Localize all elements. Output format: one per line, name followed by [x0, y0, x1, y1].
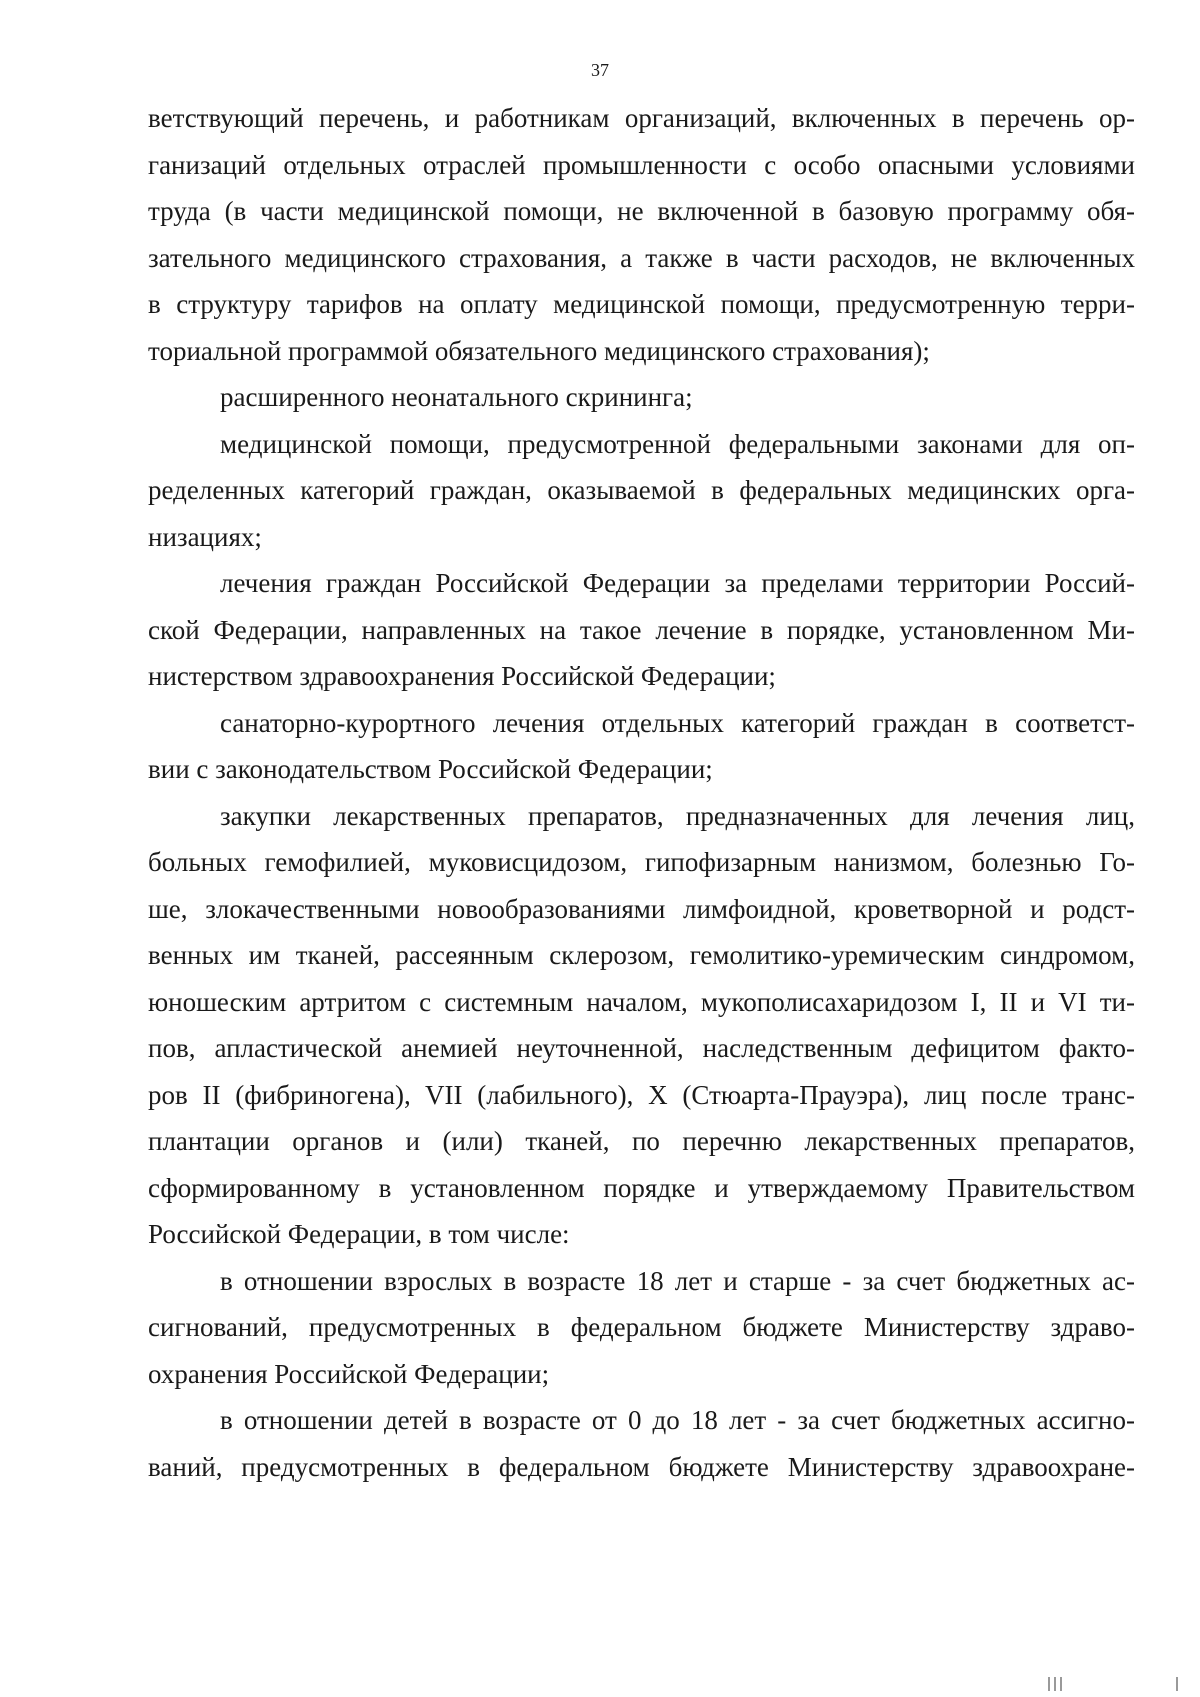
text-line: сигнований, предусмотренных в федеральном бюджете Министерству здраво- [148, 1312, 1135, 1342]
text-line: нистерством здравоохранения Российской Федерации; [148, 661, 776, 691]
text-line: расширенного неонатального скрининга; [220, 382, 693, 412]
document-body [148, 95, 1135, 1490]
text-line: ваний, предусмотренных в федеральном бюджете Министерству здравоохране- [148, 1451, 1135, 1482]
text-line: ториальной программой обязательного медицинского страхования); [148, 335, 930, 366]
text-line: закупки лекарственных препаратов, предназначенных для лечения лиц, [220, 800, 1135, 831]
text-line: пов, апластической анемией неуточненной, наследственным дефицитом факто- [148, 1033, 1135, 1063]
text-line: в отношении взрослых в возрасте 18 лет и старше - за счет бюджетных ас- [220, 1265, 1135, 1296]
text-line: больных гемофилией, муковисцидозом, гипофизарным нанизмом, болезнью Го- [148, 847, 1135, 877]
scan-artifact [1060, 1677, 1062, 1691]
text-line: лечения граждан Российской Федерации за пределами территории Россий- [220, 568, 1135, 598]
text-line: плантации органов и (или) тканей, по перечню лекарственных препаратов, [148, 1126, 1135, 1156]
text-line: ганизаций отдельных отраслей промышленности с особо опасными условиями [148, 149, 1135, 180]
text-line: в структуру тарифов на оплату медицинской помощи, предусмотренную терри- [148, 289, 1135, 319]
scan-artifact [1176, 1677, 1178, 1691]
text-line: охранения Российской Федерации; [148, 1358, 550, 1389]
text-line: венных им тканей, рассеянным склерозом, гемолитико-уремическим синдромом, [148, 940, 1135, 970]
text-line: ской Федерации, направленных на такое лечение в порядке, установленном Ми- [148, 614, 1135, 645]
text-line: Российской Федерации, в том числе: [148, 1219, 570, 1249]
text-line: зательного медицинского страхования, а также в части расходов, не включенных [148, 242, 1135, 273]
text-line: ределенных категорий граждан, оказываемой в федеральных медицинских орга- [148, 475, 1135, 505]
text-line: вии с законодательством Российской Федерации; [148, 754, 713, 784]
scan-artifact [1054, 1677, 1056, 1691]
text-line: низациях; [148, 521, 262, 552]
text-line: санаторно-курортного лечения отдельных категорий граждан в соответст- [220, 707, 1135, 738]
scan-artifact [1048, 1677, 1050, 1691]
text-line: юношеским артритом с системным началом, мукополисахаридозом I, II и VI ти- [148, 986, 1135, 1017]
text-line: ров II (фибриногена), VII (лабильного), X (Стюарта-Прауэра), лиц после транс- [148, 1079, 1135, 1110]
text-line: сформированному в установленном порядке и утверждаемому Правительством [148, 1172, 1135, 1203]
text-line: медицинской помощи, предусмотренной федеральными законами для оп- [220, 428, 1135, 459]
text-line: в отношении детей в возрасте от 0 до 18 лет - за счет бюджетных ассигно- [220, 1405, 1135, 1435]
page-number: 37 [591, 60, 609, 80]
text-line: труда (в части медицинской помощи, не включенной в базовую программу обя- [148, 196, 1135, 226]
text-line: ше, злокачественными новообразованиями лимфоидной, кроветворной и родст- [148, 893, 1135, 924]
text-line: ветствующий перечень, и работникам организаций, включенных в перечень ор- [148, 103, 1135, 133]
